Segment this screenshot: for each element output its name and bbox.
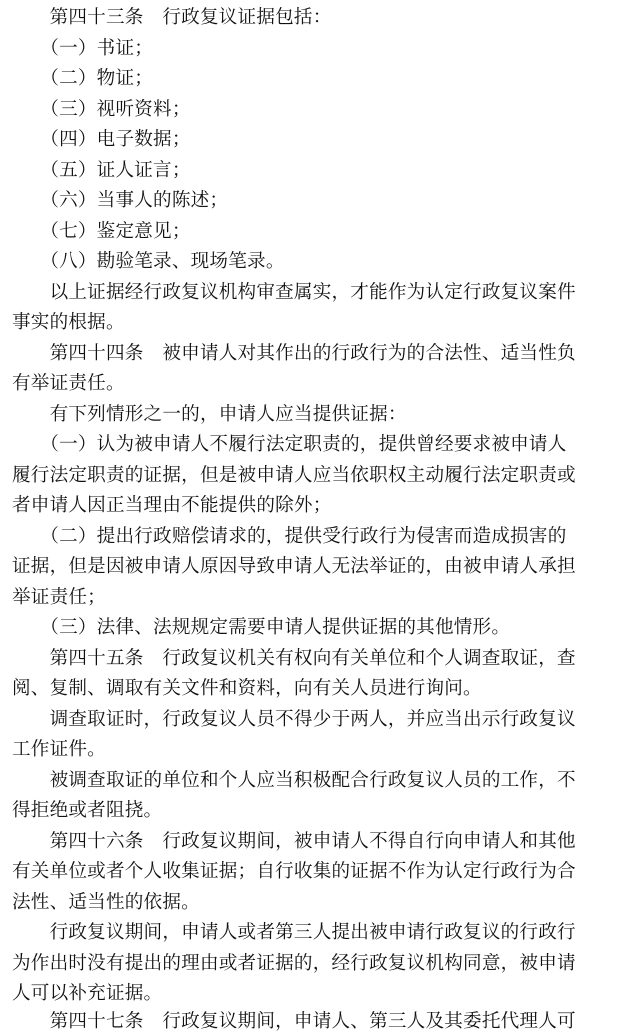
text-line: 以上证据经行政复议机构审查属实，才能作为认定行政复议案件 [12,282,576,303]
text-line: 第四十五条 行政复议机关有权向有关单位和个人调查取证，查 [12,648,576,669]
text-line: （七）鉴定意见； [12,221,191,242]
text-line: 被调查取证的单位和个人应当积极配合行政复议人员的工作，不 [12,770,576,791]
text-line: 举证责任； [12,587,106,608]
text-line: （二）提出行政赔偿请求的，提供受行政行为侵害而造成损害的 [12,526,567,547]
text-line: 有下列情形之一的，申请人应当提供证据： [12,404,407,425]
text-line: 工作证件。 [12,739,106,760]
text-line: （三）视听资料； [12,99,191,120]
text-line: （五）证人证言； [12,160,191,181]
text-line: 者申请人因正当理由不能提供的除外； [12,495,332,516]
text-line: 有关单位或者个人收集证据；自行收集的证据不作为认定行政行为合 [12,861,576,882]
text-line: （一）认为被申请人不履行法定职责的，提供曾经要求被申请人 [12,434,567,455]
text-line: （六）当事人的陈述； [12,190,229,211]
text-line: （四）电子数据； [12,129,191,150]
text-line: 有举证责任。 [12,373,125,394]
text-line: 第四十四条 被申请人对其作出的行政行为的合法性、适当性负 [12,343,576,364]
text-line: 事实的根据。 [12,312,125,333]
text-line: 人可以补充证据。 [12,983,163,1004]
text-line: （二）物证； [12,68,154,89]
text-line: 阅、复制、调取有关文件和资料，向有关人员进行询问。 [12,678,482,699]
text-line: （一）书证； [12,38,154,59]
text-line: （八）勘验笔录、现场笔录。 [12,251,285,272]
text-line: 为作出时没有提出的理由或者证据的，经行政复议机构同意，被申请 [12,953,576,974]
text-line: 履行法定职责的证据，但是被申请人应当依职权主动履行法定职责或 [12,465,576,486]
text-line: 法性、适当性的依据。 [12,892,200,913]
text-line: 第四十七条 行政复议期间，申请人、第三人及其委托代理人可 [12,1011,576,1032]
text-line: 第四十三条 行政复议证据包括： [12,7,332,28]
text-line: 证据，但是因被申请人原因导致申请人无法举证的，由被申请人承担 [12,556,576,577]
text-line: 得拒绝或者阻挠。 [12,800,163,821]
text-line: （三）法律、法规规定需要申请人提供证据的其他情形。 [12,617,511,638]
text-line: 第四十六条 行政复议期间，被申请人不得自行向申请人和其他 [12,831,576,852]
text-line: 调查取证时，行政复议人员不得少于两人，并应当出示行政复议 [12,709,576,730]
text-line: 行政复议期间，申请人或者第三人提出被申请行政复议的行政行 [12,922,576,943]
